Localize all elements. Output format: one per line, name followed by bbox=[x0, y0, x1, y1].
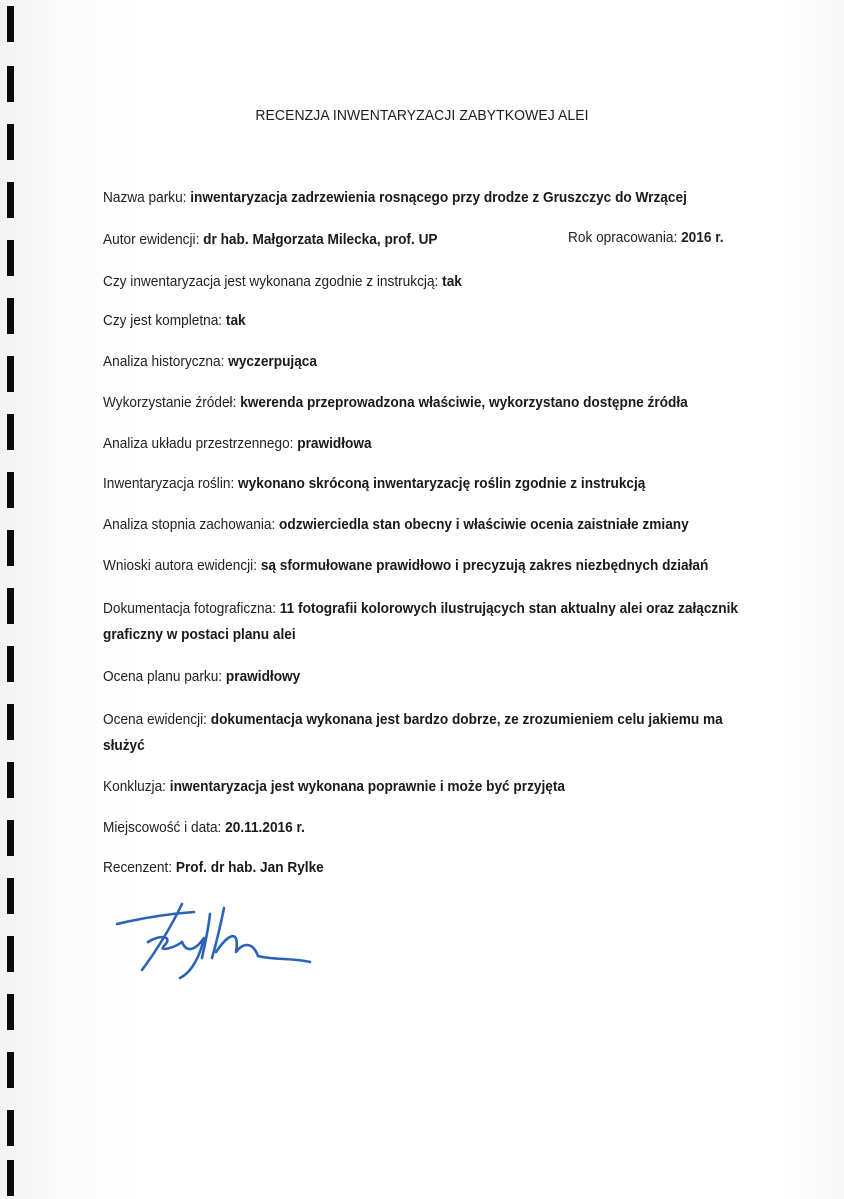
field-conclusion bbox=[103, 776, 753, 798]
binding-hole bbox=[7, 1160, 14, 1196]
document-title: RECENZJA INWENTARYZACJI ZABYTKOWEJ ALEI bbox=[255, 107, 589, 124]
binding-hole bbox=[7, 530, 14, 566]
binding-hole bbox=[7, 994, 14, 1030]
field-spatial-layout bbox=[103, 433, 753, 455]
field-label: Wnioski autora ewidencji: bbox=[103, 557, 258, 574]
field-label: Ocena planu parku: bbox=[103, 668, 223, 685]
binding-hole bbox=[7, 646, 14, 682]
field-value: inwentaryzacja zadrzewienia rosnącego przy drodze z Gruszczyc do Wrzącej bbox=[190, 189, 687, 206]
field-value: Prof. dr hab. Jan Rylke bbox=[175, 859, 324, 876]
handwritten-signature bbox=[112, 900, 322, 980]
field-plan-evaluation bbox=[103, 666, 753, 688]
binding-hole bbox=[7, 414, 14, 450]
field-value: dr hab. Małgorzata Milecka, prof. UP bbox=[203, 231, 438, 248]
field-value: 20.11.2016 r. bbox=[225, 819, 305, 836]
binding-hole bbox=[7, 66, 14, 102]
binding-hole bbox=[7, 1052, 14, 1088]
field-value: prawidłowy bbox=[225, 668, 301, 685]
field-record-evaluation bbox=[103, 707, 753, 759]
field-label: Wykorzystanie źródeł: bbox=[103, 394, 237, 411]
field-value: kwerenda przeprowadzona właściwie, wykorzystano dostępne źródła bbox=[240, 394, 688, 411]
field-label: Nazwa parku: bbox=[103, 189, 187, 206]
field-label: Konkluzja: bbox=[103, 778, 166, 795]
binding-hole bbox=[7, 820, 14, 856]
binding-hole bbox=[7, 472, 14, 508]
field-preservation bbox=[103, 514, 753, 536]
field-value: dokumentacja wykonana jest bardzo dobrze, ze zrozumieniem celu jakiemu ma służyć bbox=[103, 711, 723, 754]
field-year bbox=[568, 229, 739, 246]
field-label: Analiza historyczna: bbox=[103, 353, 225, 370]
field-label: Analiza stopnia zachowania: bbox=[103, 516, 276, 533]
field-sources bbox=[103, 392, 753, 414]
binding-hole bbox=[7, 240, 14, 276]
field-reviewer bbox=[103, 857, 753, 879]
field-label: Miejscowość i data: bbox=[103, 819, 222, 836]
field-value: są sformułowane prawidłowo i precyzują zakres niezbędnych działań bbox=[260, 557, 709, 574]
field-label: Inwentaryzacja roślin: bbox=[103, 475, 235, 492]
field-label: Czy inwentaryzacja jest wykonana zgodnie z instrukcją: bbox=[103, 273, 439, 290]
binding-hole bbox=[7, 124, 14, 160]
binding-holes bbox=[7, 0, 15, 1199]
binding-hole bbox=[7, 6, 14, 42]
field-label: Ocena ewidencji: bbox=[103, 711, 207, 728]
field-label: Czy jest kompletna: bbox=[103, 312, 223, 329]
binding-hole bbox=[7, 762, 14, 798]
binding-hole bbox=[7, 588, 14, 624]
binding-hole bbox=[7, 936, 14, 972]
field-historical-analysis bbox=[103, 351, 753, 373]
field-label: Dokumentacja fotograficzna: bbox=[103, 600, 276, 617]
field-value: 2016 r. bbox=[681, 229, 724, 246]
field-label: Autor ewidencji: bbox=[103, 231, 200, 248]
field-label: Recenzent: bbox=[103, 859, 173, 876]
binding-hole bbox=[7, 878, 14, 914]
field-value: wykonano skróconą inwentaryzację roślin zgodnie z instrukcją bbox=[238, 475, 646, 492]
field-value: inwentaryzacja jest wykonana poprawnie i może być przyjęta bbox=[169, 778, 566, 795]
binding-hole bbox=[7, 298, 14, 334]
binding-hole bbox=[7, 704, 14, 740]
field-park-name bbox=[103, 187, 753, 209]
field-conclusions bbox=[103, 555, 753, 577]
field-instruction-compliance bbox=[103, 271, 753, 293]
field-plant-inventory bbox=[103, 473, 753, 495]
binding-hole bbox=[7, 356, 14, 392]
field-value: tak bbox=[442, 273, 462, 290]
field-label: Rok opracowania: bbox=[568, 229, 678, 246]
field-place-date bbox=[103, 817, 753, 839]
field-photo-documentation bbox=[103, 596, 753, 648]
field-completeness bbox=[103, 310, 753, 332]
field-value: 11 fotografii kolorowych ilustrujących stan aktualny alei oraz załącznik graficzny w postaci planu alei bbox=[103, 600, 738, 643]
field-value: prawidłowa bbox=[297, 435, 372, 452]
field-value: odzwierciedla stan obecny i właściwie ocenia zaistniałe zmiany bbox=[279, 516, 689, 533]
field-value: tak bbox=[225, 312, 246, 329]
field-label: Analiza układu przestrzennego: bbox=[103, 435, 294, 452]
binding-hole bbox=[7, 1110, 14, 1146]
field-value: wyczerpująca bbox=[228, 353, 317, 370]
binding-hole bbox=[7, 182, 14, 218]
